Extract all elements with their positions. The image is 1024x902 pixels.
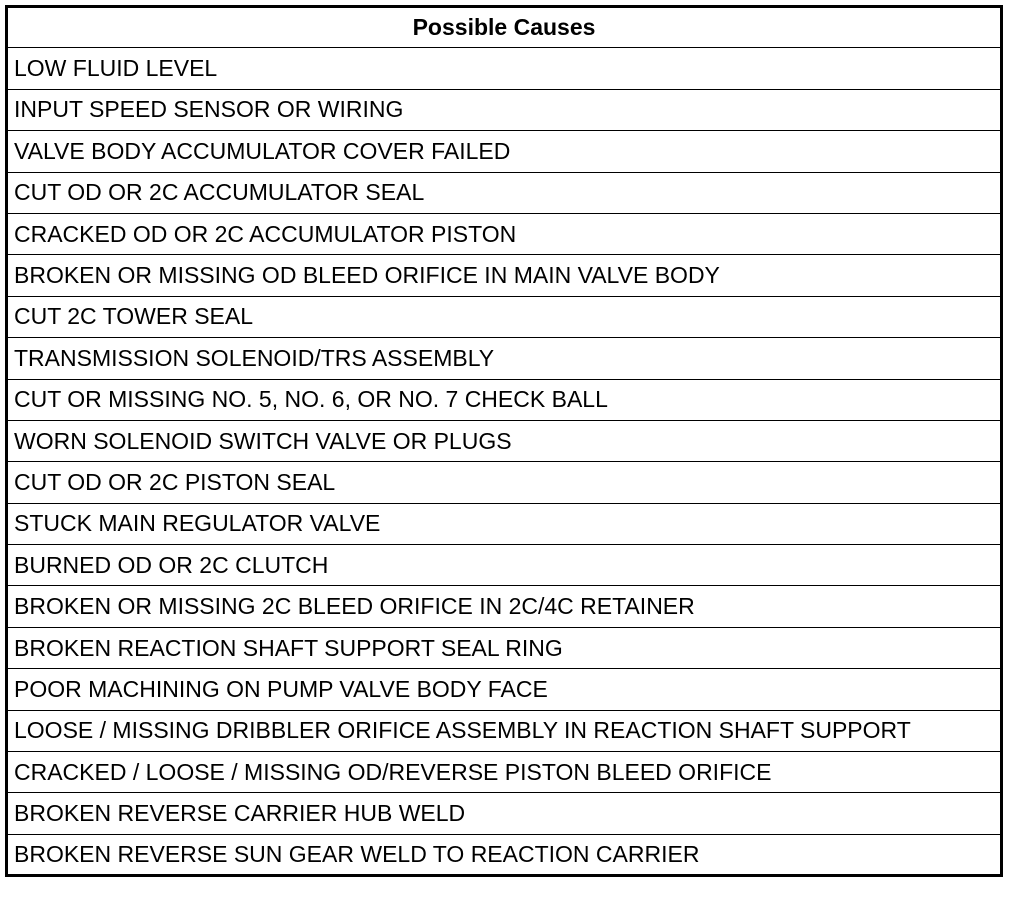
table-row [7, 420, 1002, 461]
cause-cell: CUT OR MISSING NO. 5, NO. 6, OR NO. 7 CHECK BALL [7, 379, 1002, 420]
cause-cell: CUT 2C TOWER SEAL [7, 296, 1002, 337]
cause-cell: LOW FLUID LEVEL [7, 48, 1002, 89]
cause-cell: BURNED OD OR 2C CLUTCH [7, 545, 1002, 586]
table-row [7, 338, 1002, 379]
cause-cell: LOOSE / MISSING DRIBBLER ORIFICE ASSEMBLY IN REACTION SHAFT SUPPORT [7, 710, 1002, 751]
table-row [7, 48, 1002, 89]
table-row [7, 793, 1002, 834]
cause-cell: POOR MACHINING ON PUMP VALVE BODY FACE [7, 669, 1002, 710]
cause-cell: BROKEN REVERSE CARRIER HUB WELD [7, 793, 1002, 834]
table-row [7, 296, 1002, 337]
table-row [7, 586, 1002, 627]
table-row [7, 213, 1002, 254]
table-row [7, 834, 1002, 875]
cause-cell: BROKEN REACTION SHAFT SUPPORT SEAL RING [7, 627, 1002, 668]
table-row [7, 172, 1002, 213]
table-row [7, 379, 1002, 420]
cause-cell: BROKEN OR MISSING 2C BLEED ORIFICE IN 2C/4C RETAINER [7, 586, 1002, 627]
possible-causes-table [5, 5, 1003, 877]
cause-cell: STUCK MAIN REGULATOR VALVE [7, 503, 1002, 544]
table-row [7, 131, 1002, 172]
table-row [7, 752, 1002, 793]
table-row [7, 545, 1002, 586]
table-row [7, 627, 1002, 668]
table-row [7, 710, 1002, 751]
cause-cell: BROKEN OR MISSING OD BLEED ORIFICE IN MAIN VALVE BODY [7, 255, 1002, 296]
cause-cell: CUT OD OR 2C ACCUMULATOR SEAL [7, 172, 1002, 213]
cause-cell: BROKEN REVERSE SUN GEAR WELD TO REACTION CARRIER [7, 834, 1002, 875]
table-row [7, 255, 1002, 296]
table-header-row [7, 7, 1002, 48]
table-row [7, 503, 1002, 544]
cause-cell: CUT OD OR 2C PISTON SEAL [7, 462, 1002, 503]
cause-cell: CRACKED OD OR 2C ACCUMULATOR PISTON [7, 213, 1002, 254]
table-row [7, 462, 1002, 503]
column-header-possible-causes: Possible Causes [7, 7, 1002, 48]
cause-cell: CRACKED / LOOSE / MISSING OD/REVERSE PISTON BLEED ORIFICE [7, 752, 1002, 793]
table-row [7, 89, 1002, 130]
cause-cell: VALVE BODY ACCUMULATOR COVER FAILED [7, 131, 1002, 172]
cause-cell: INPUT SPEED SENSOR OR WIRING [7, 89, 1002, 130]
table-row [7, 669, 1002, 710]
cause-cell: WORN SOLENOID SWITCH VALVE OR PLUGS [7, 420, 1002, 461]
cause-cell: TRANSMISSION SOLENOID/TRS ASSEMBLY [7, 338, 1002, 379]
possible-causes-table-container [5, 5, 1003, 877]
